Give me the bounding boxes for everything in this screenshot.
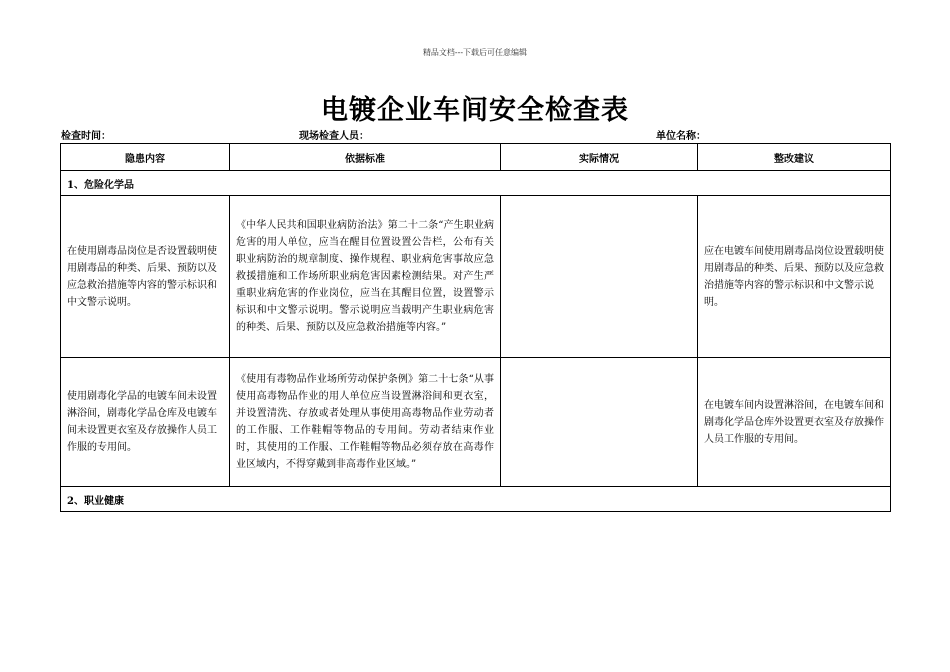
table-row — [61, 358, 891, 487]
header-suggestion: 整改建议 — [698, 144, 891, 171]
actual-cell[interactable] — [501, 358, 698, 487]
standard-cell: 《中华人民共和国职业病防治法》第二十二条“产生职业病危害的用人单位，应当在醒目位置设置公告栏，公布有关职业病防治的规章制度、操作规程、职业病危害事故应急救援措施和工作场所职业病危害因素检测结果。对产生严重职业病危害的作业岗位，应当在其醒目位置，设置警示标识和中文警示说明。警示说明应当载明产生职业病危害的种类、后果、预防以及应急救治措施等内容。” — [230, 196, 501, 358]
hazard-cell: 使用剧毒化学品的电镀车间未设置淋浴间，剧毒化学品仓库及电镀车间未设置更衣室及存放操作人员工作服的专用间。 — [61, 358, 230, 487]
inspection-table — [60, 143, 891, 512]
section-row — [61, 487, 891, 512]
section-label-hazardous-chemicals: 1、危险化学品 — [61, 171, 891, 196]
section-row — [61, 171, 891, 196]
inspection-time-label: 检查时间： — [61, 131, 111, 142]
table-row — [61, 196, 891, 358]
unit-name-label: 单位名称： — [656, 131, 706, 142]
header-hazard: 隐患内容 — [61, 144, 230, 171]
header-actual: 实际情况 — [501, 144, 698, 171]
suggestion-cell: 在电镀车间内设置淋浴间，在电镀车间和剧毒化学品仓库外设置更衣室及存放操作人员工作服的专用间。 — [698, 358, 891, 487]
standard-cell: 《使用有毒物品作业场所劳动保护条例》第二十七条“从事使用高毒物品作业的用人单位应当设置淋浴间和更衣室，并设置清洗、存放或者处理从事使用高毒物品作业劳动者的工作服、工作鞋帽等物品的专用间。劳动者结束作业时，其使用的工作服、工作鞋帽等物品必须存放在高毒作业区域内，不得穿戴到非高毒作业区域。” — [230, 358, 501, 487]
header-standard: 依据标准 — [230, 144, 501, 171]
suggestion-cell: 应在电镀车间使用剧毒品岗位设置载明使用剧毒品的种类、后果、预防以及应急救治措施等内容的警示标识和中文警示说明。 — [698, 196, 891, 358]
document-watermark: 精品文档---下载后可任意编辑 — [422, 48, 528, 57]
hazard-cell: 在使用剧毒品岗位是否设置载明使用剧毒品的种类、后果、预防以及应急救治措施等内容的警示标识和中文警示说明。 — [61, 196, 230, 358]
page-title: 电镀企业车间安全检查表 — [321, 95, 629, 126]
table-header-row — [61, 144, 891, 171]
actual-cell[interactable] — [501, 196, 698, 358]
inspector-label: 现场检查人员： — [299, 131, 369, 142]
section-label-occupational-health: 2、职业健康 — [61, 487, 891, 512]
